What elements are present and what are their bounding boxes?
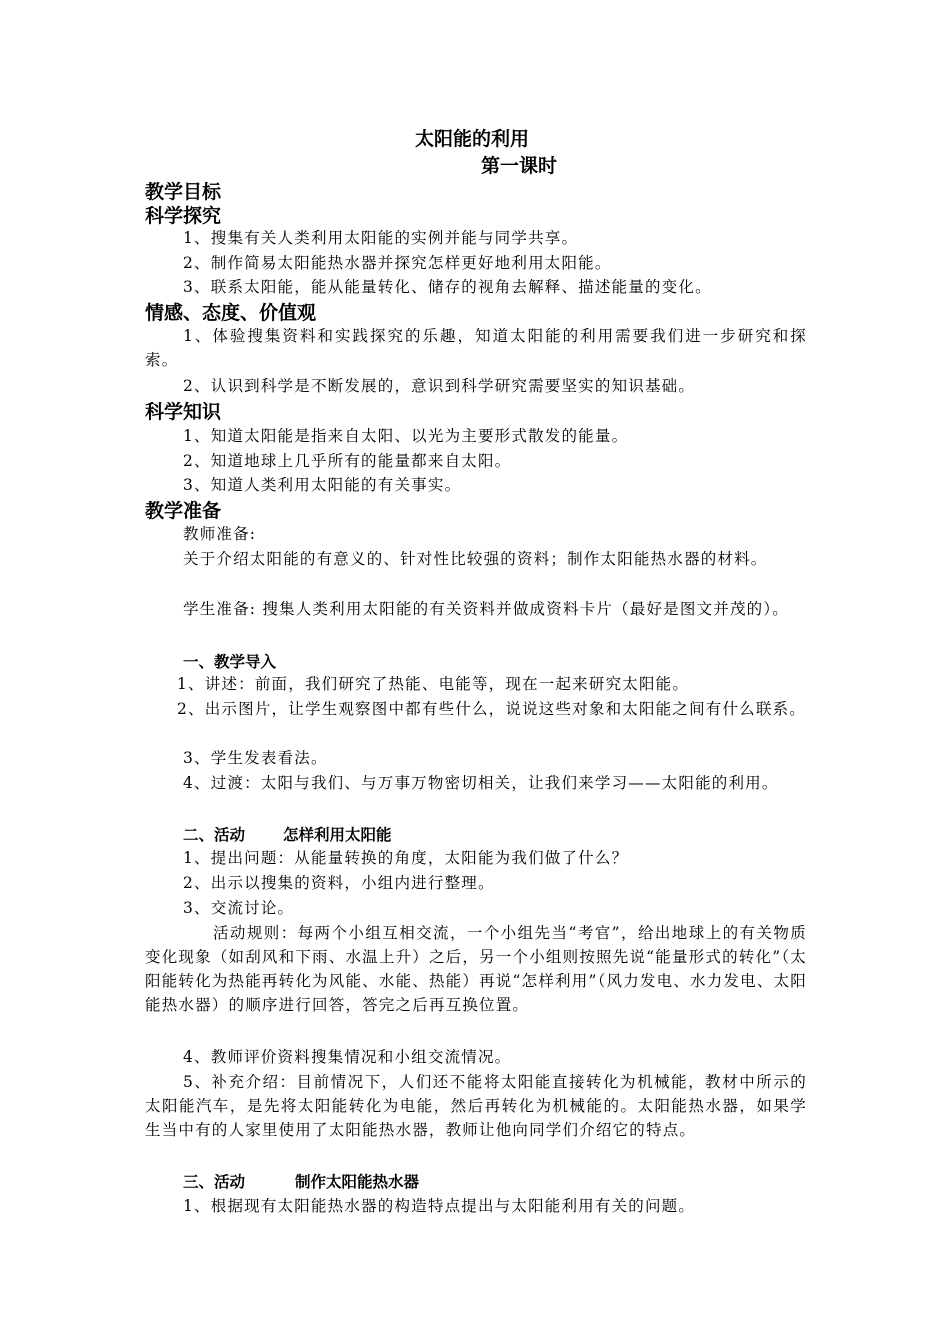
teacher-prep-label: 教师准备: (183, 525, 257, 543)
knowledge-item: 3、知道人类利用太阳能的有关事实。 (183, 476, 462, 494)
document-subtitle: 第一课时 (481, 155, 558, 177)
part1-item: 4、过渡：太阳与我们、与万事万物密切相关，让我们来学习——太阳能的利用。 (183, 774, 779, 792)
part2-item: 3、交流讨论。 (183, 899, 295, 917)
part2-item: 5、补充介绍：目前情况下，人们还不能将太阳能直接转化为机械能，教材中所示的太阳能汽车，是先将太阳能转化为电能，然后再转化为机械能的。太阳能热水器，如果学生当中有的人家里使用了太阳能热水器，教师让他向同学们介绍它的特点。 (145, 1073, 807, 1139)
part3-heading (183, 1170, 419, 1192)
part3-item: 1、根据现有太阳能热水器的构造特点提出与太阳能利用有关的问题。 (183, 1197, 696, 1215)
part2-item: 1、提出问题：从能量转换的角度，太阳能为我们做了什么？ (183, 849, 629, 867)
knowledge-item: 2、知道地球上几乎所有的能量都来自太阳。 (183, 452, 512, 470)
part3-heading-label: 三、活动 (183, 1173, 246, 1191)
part1-item: 2、出示图片，让学生观察图中都有些什么，说说这些对象和太阳能之间有什么联系。 (177, 700, 806, 718)
part1-heading: 一、教学导入 (183, 653, 277, 671)
inquiry-item: 2、制作简易太阳能热水器并探究怎样更好地利用太阳能。 (183, 254, 612, 272)
document-title: 太阳能的利用 (415, 128, 530, 150)
part2-item: 4、教师评价资料搜集情况和小组交流情况。 (183, 1048, 512, 1066)
student-prep-text: 学生准备: 搜集人类利用太阳能的有关资料并做成资料卡片（最好是图文并茂的）。 (183, 600, 790, 618)
part2-item: 2、出示以搜集的资料，小组内进行整理。 (183, 874, 495, 892)
part3-heading-title: 制作太阳能热水器 (295, 1173, 420, 1191)
emotion-item: 1、体验搜集资料和实践探究的乐趣，知道太阳能的利用需要我们进一步研究和探索。 (145, 327, 807, 369)
part2-heading (183, 823, 392, 845)
part2-heading-title: 怎样利用太阳能 (283, 826, 392, 844)
heading-knowledge: 科学知识 (145, 401, 222, 423)
heading-prep: 教学准备 (145, 500, 222, 522)
heading-emotion: 情感、态度、价值观 (145, 302, 317, 324)
part1-item: 1、讲述：前面，我们研究了热能、电能等，现在一起来研究太阳能。 (177, 675, 690, 693)
part1-item: 3、学生发表看法。 (183, 749, 328, 767)
inquiry-item: 3、联系太阳能，能从能量转化、储存的视角去解释、描述能量的变化。 (183, 278, 712, 296)
emotion-item: 2、认识到科学是不断发展的，意识到科学研究需要坚实的知识基础。 (183, 377, 696, 395)
knowledge-item: 1、知道太阳能是指来自太阳、以光为主要形式散发的能量。 (183, 427, 629, 445)
heading-goals: 教学目标 (145, 181, 222, 203)
teacher-prep-text: 关于介绍太阳能的有意义的、针对性比较强的资料；制作太阳能热水器的材料。 (183, 550, 768, 568)
heading-inquiry: 科学探究 (145, 205, 222, 227)
part2-heading-label: 二、活动 (183, 826, 246, 844)
inquiry-item: 1、搜集有关人类利用太阳能的实例并能与同学共享。 (183, 229, 579, 247)
activity-rule: 活动规则：每两个小组互相交流，一个小组先当“考官”，给出地球上的有关物质变化现象（如刮风和下雨、水温上升）之后，另一个小组则按照先说“能量形式的转化”（太阳能转化为热能再转化为风能、水能、热能）再说“怎样利用”（风力发电、水力发电、太阳能热水器）的顺序进行回答，答完之后再互换位置。 (145, 924, 807, 1014)
